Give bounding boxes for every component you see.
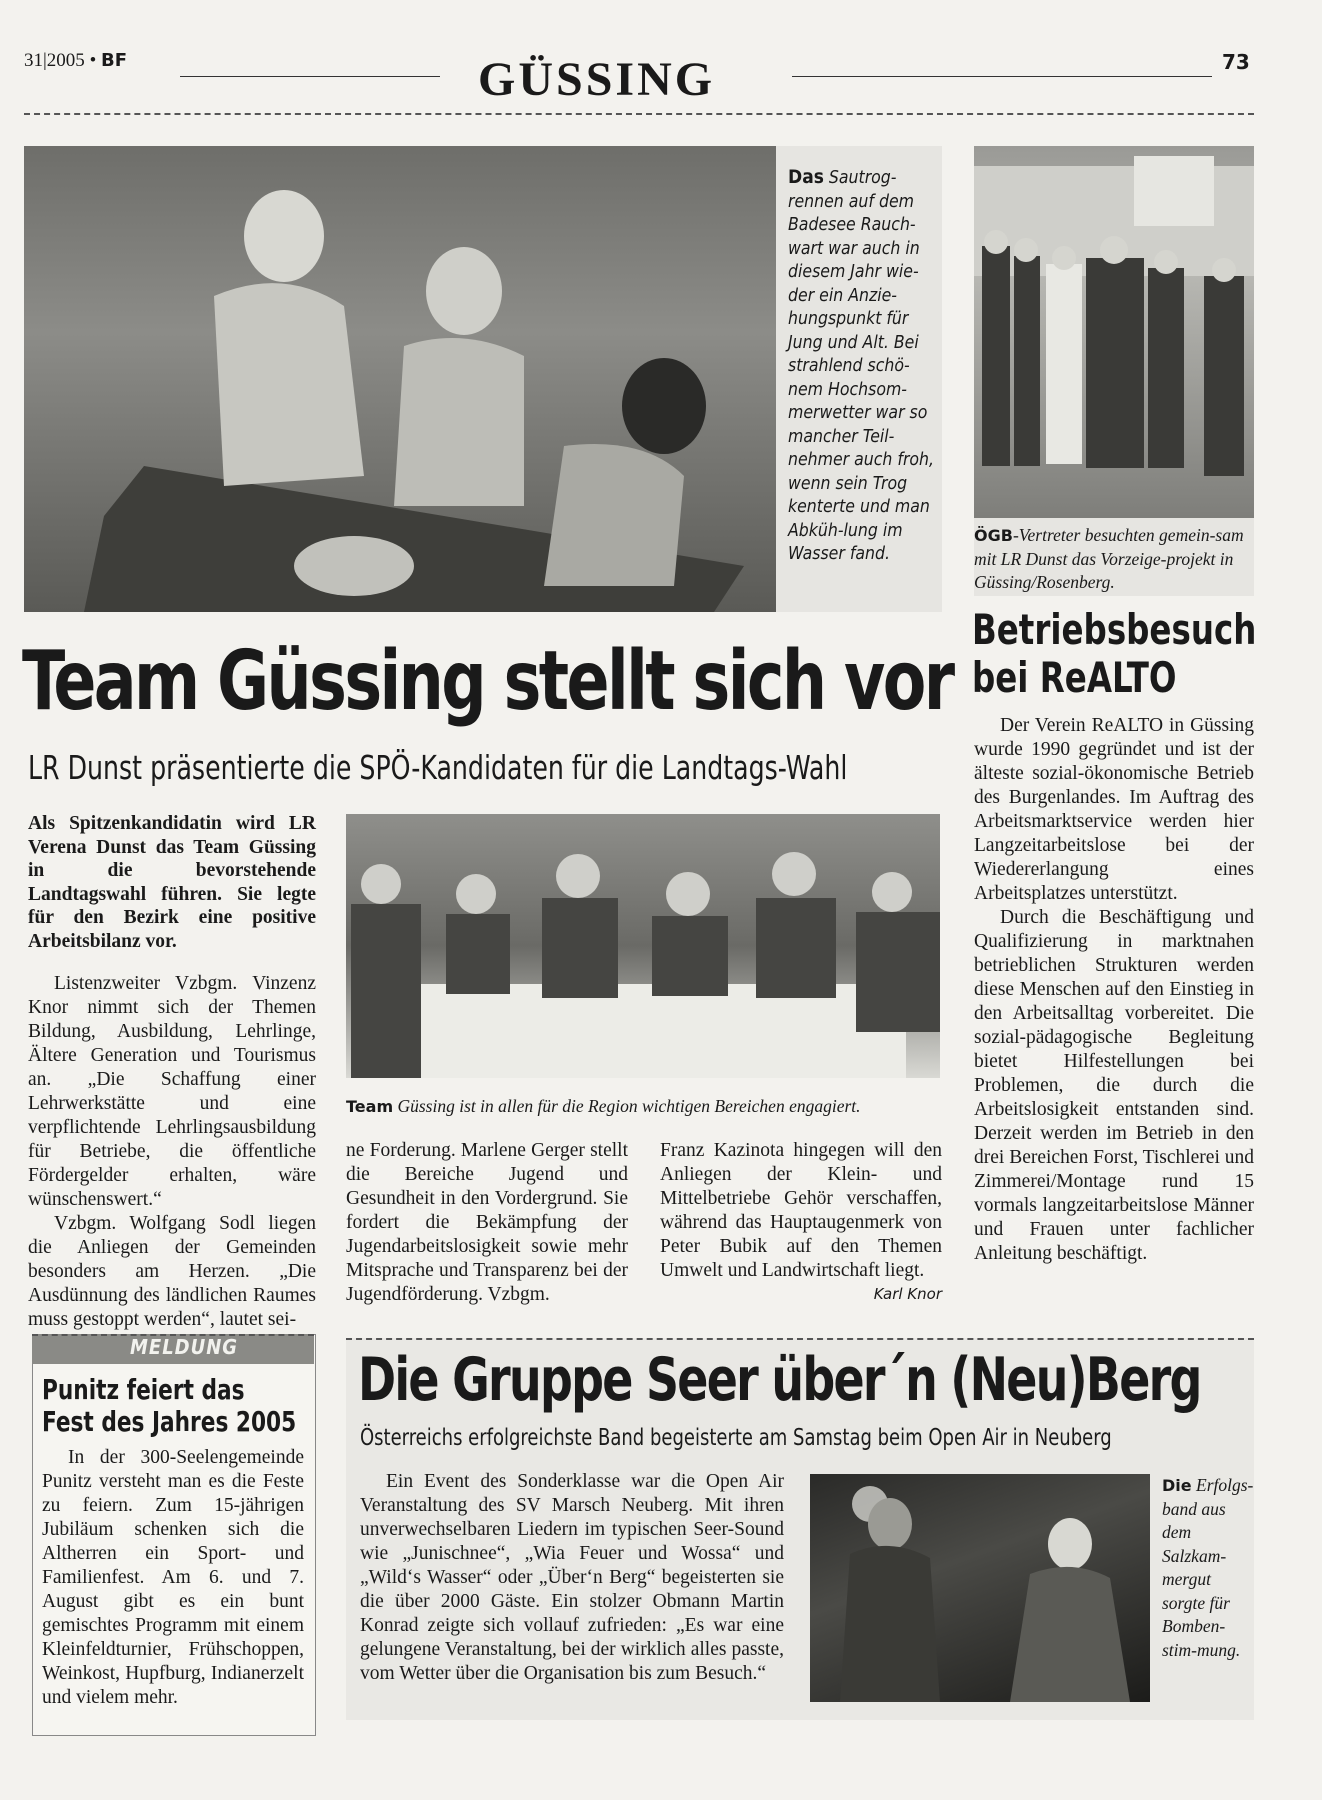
photo-team-guessing	[346, 814, 940, 1078]
main-column-3	[660, 1139, 942, 1305]
team-photo-caption	[346, 1096, 946, 1117]
photo2-caption	[974, 524, 1254, 595]
meldung-paragraph: In der 300-Seelengemeinde Punitz versteht man es die Feste zu feiern. Zum 15-jährigen Jubiläum schenken sich die Altherren ein Sport- und Familienfest. Am 6. und 7. August gibt es ein bunt gemischtes Programm mit einem Kleinfeldturnier, Frühschoppen, Weinkost, Hupfburg, Indianerzelt und vielem mehr.	[42, 1447, 304, 1708]
col3-text: Franz Kazinota hingegen will den Anliegen der Klein- und Mittelbetriebe Gehör verschaffen, während das Hauptaugenmerk von Peter Bubik auf den Themen Umwelt und Landwirtschaft liegt.	[660, 1140, 942, 1281]
team-caption-lead: Team	[346, 1097, 394, 1116]
photo-seer-band	[810, 1474, 1150, 1702]
meldung-body	[42, 1446, 304, 1710]
photo-oegb-visit	[974, 146, 1254, 518]
meldung-headline: Punitz feiert das Fest des Jahres 2005	[42, 1373, 297, 1438]
photo2-caption-text: -Vertreter besuchten gemein-sam mit LR Dunst das Vorzeige-projekt in Güssing/Rosenberg.	[974, 525, 1244, 592]
realto-headline-line2: bei ReALTO	[972, 653, 1177, 702]
realto-headline-line1: Betriebsbesuch	[972, 605, 1257, 654]
col1-paragraph-2: Vzbgm. Wolfgang Sodl liegen die Anliegen der Gemeinden besonders am Herzen. „Die Ausdünnung des ländlichen Raumes muss gestoppt werden“, lautet sei-	[28, 1213, 316, 1330]
photo1-caption	[788, 166, 936, 567]
paper-code: BF	[100, 50, 127, 71]
issue-number: 31|2005	[24, 50, 85, 71]
team-caption-text: Güssing ist in allen für die Region wichtigen Bereichen engagiert.	[397, 1096, 861, 1116]
header-bullet: •	[89, 50, 97, 71]
seer-headline: Die Gruppe Seer über´n (Neu)Berg	[358, 1345, 1201, 1415]
realto-headline	[972, 606, 1256, 702]
photo1-caption-lead: Das	[788, 166, 824, 188]
meldung-label: MELDUNG	[130, 1335, 239, 1359]
header-rule-left	[180, 76, 440, 77]
realto-paragraph-2: Durch die Beschäftigung und Qualifizierung in marktnahen betrieblichen Strukturen werden diese Menschen auf den Einstieg in den Arbeitsalltag vorbereitet. Die sozial-pädagogische Begleitung bietet Hilfestellungen bei Problemen, die durch die Arbeitslosigkeit entstanden sind. Derzeit werden im Betrieb in den drei Bereichen Forst, Tischlerei und Zimmerei/Montage rund 15 vormals langzeitarbeitslose Männer und Frauen unter fachlicher Anleitung beschäftigt.	[974, 907, 1254, 1264]
main-lead: Als Spitzenkandidatin wird LR Verena Dunst das Team Güssing in die bevorstehende Landtagswahl führen. Sie legte für den Bezirk eine positive Arbeitsbilanz vor.	[28, 813, 316, 952]
page-number: 73	[1222, 50, 1250, 74]
main-subheadline: LR Dunst präsentierte die SPÖ-Kandidaten für die Landtags-Wahl	[28, 748, 848, 787]
main-headline: Team Güssing stellt sich vor	[22, 634, 953, 729]
header-rule-right	[792, 76, 1212, 77]
seer-caption-text: Erfolgs-band aus dem Salzkam-mergut sorgte für Bomben-stim-mung.	[1162, 1475, 1254, 1660]
header-issue	[24, 50, 127, 72]
seer-paragraph: Ein Event des Sonderklasse war die Open Air Veranstaltung des SV Marsch Neuberg. Mit ihren unverwechselbaren Liedern im typischen Seer-Sound wie „Junischnee“, „Wia Feuer und Wossa“ und „Wild‘s Wasser“ oder „Über‘n Berg“ begeisterten sie die über 2000 Gäste. Ein stolzer Obmann Martin Konrad zeigte sich vollauf zufrieden: „Es war eine gelungene Veranstaltung, bei der wirklich alles passte, vom Wetter über die Organisation bis zum Besuch.“	[360, 1471, 784, 1684]
realto-body	[974, 714, 1254, 1266]
section-title: GÜSSING	[478, 53, 716, 106]
main-column-1	[28, 972, 316, 1332]
photo2-caption-lead: ÖGB	[974, 526, 1013, 545]
seer-caption-lead: Die	[1162, 1476, 1192, 1495]
seer-caption	[1162, 1474, 1254, 1662]
photo-sautrog-race	[24, 146, 776, 612]
main-column-2: ne Forderung. Marlene Gerger stellt die Bereiche Jugend und Gesundheit in den Vordergrund. Sie fordert die Bekämpfung der Jugendarbeitslosigkeit sowie mehr Mitsprache und Transparenz bei der Jugendförderung. Vzbgm.	[346, 1140, 628, 1305]
realto-paragraph-1: Der Verein ReALTO in Güssing wurde 1990 gegründet und ist der älteste sozial-ökonomische Betrieb des Burgenlandes. Im Auftrag des Arbeitsmarktservice werden hier Langzeitarbeitslose bei der Wiedererlangung eines Arbeitsplatzes unterstützt.	[974, 715, 1254, 904]
seer-body	[360, 1470, 784, 1686]
seer-subheadline: Österreichs erfolgreichste Band begeisterte am Samstag beim Open Air in Neuberg	[360, 1425, 1112, 1451]
photo1-caption-text: Sautrog-rennen auf dem Badesee Rauch-wart war auch in diesem Jahr wie-der ein Anzie-hungspunkt für Jung und Alt. Bei strahlend schö-nem Hochsom-merwetter war so mancher Teil-nehmer auch froh, wenn sein Trog kenterte und man Abküh-lung im Wasser fand.	[788, 168, 935, 564]
col1-paragraph-1: Listenzweiter Vzbgm. Vinzenz Knor nimmt sich der Themen Bildung, Ausbildung, Lehrlinge, Ältere Generation und Tourismus an. „Die Schaffung einer Lehrwerkstätte und eine verpflichtende Lehrlingsausbildung für Betriebe, die öffentliche Fördergelder erhalten, wäre wünschenswert.“	[28, 973, 316, 1210]
header-divider	[24, 113, 1254, 115]
article-author: Karl Knor	[873, 1285, 942, 1303]
